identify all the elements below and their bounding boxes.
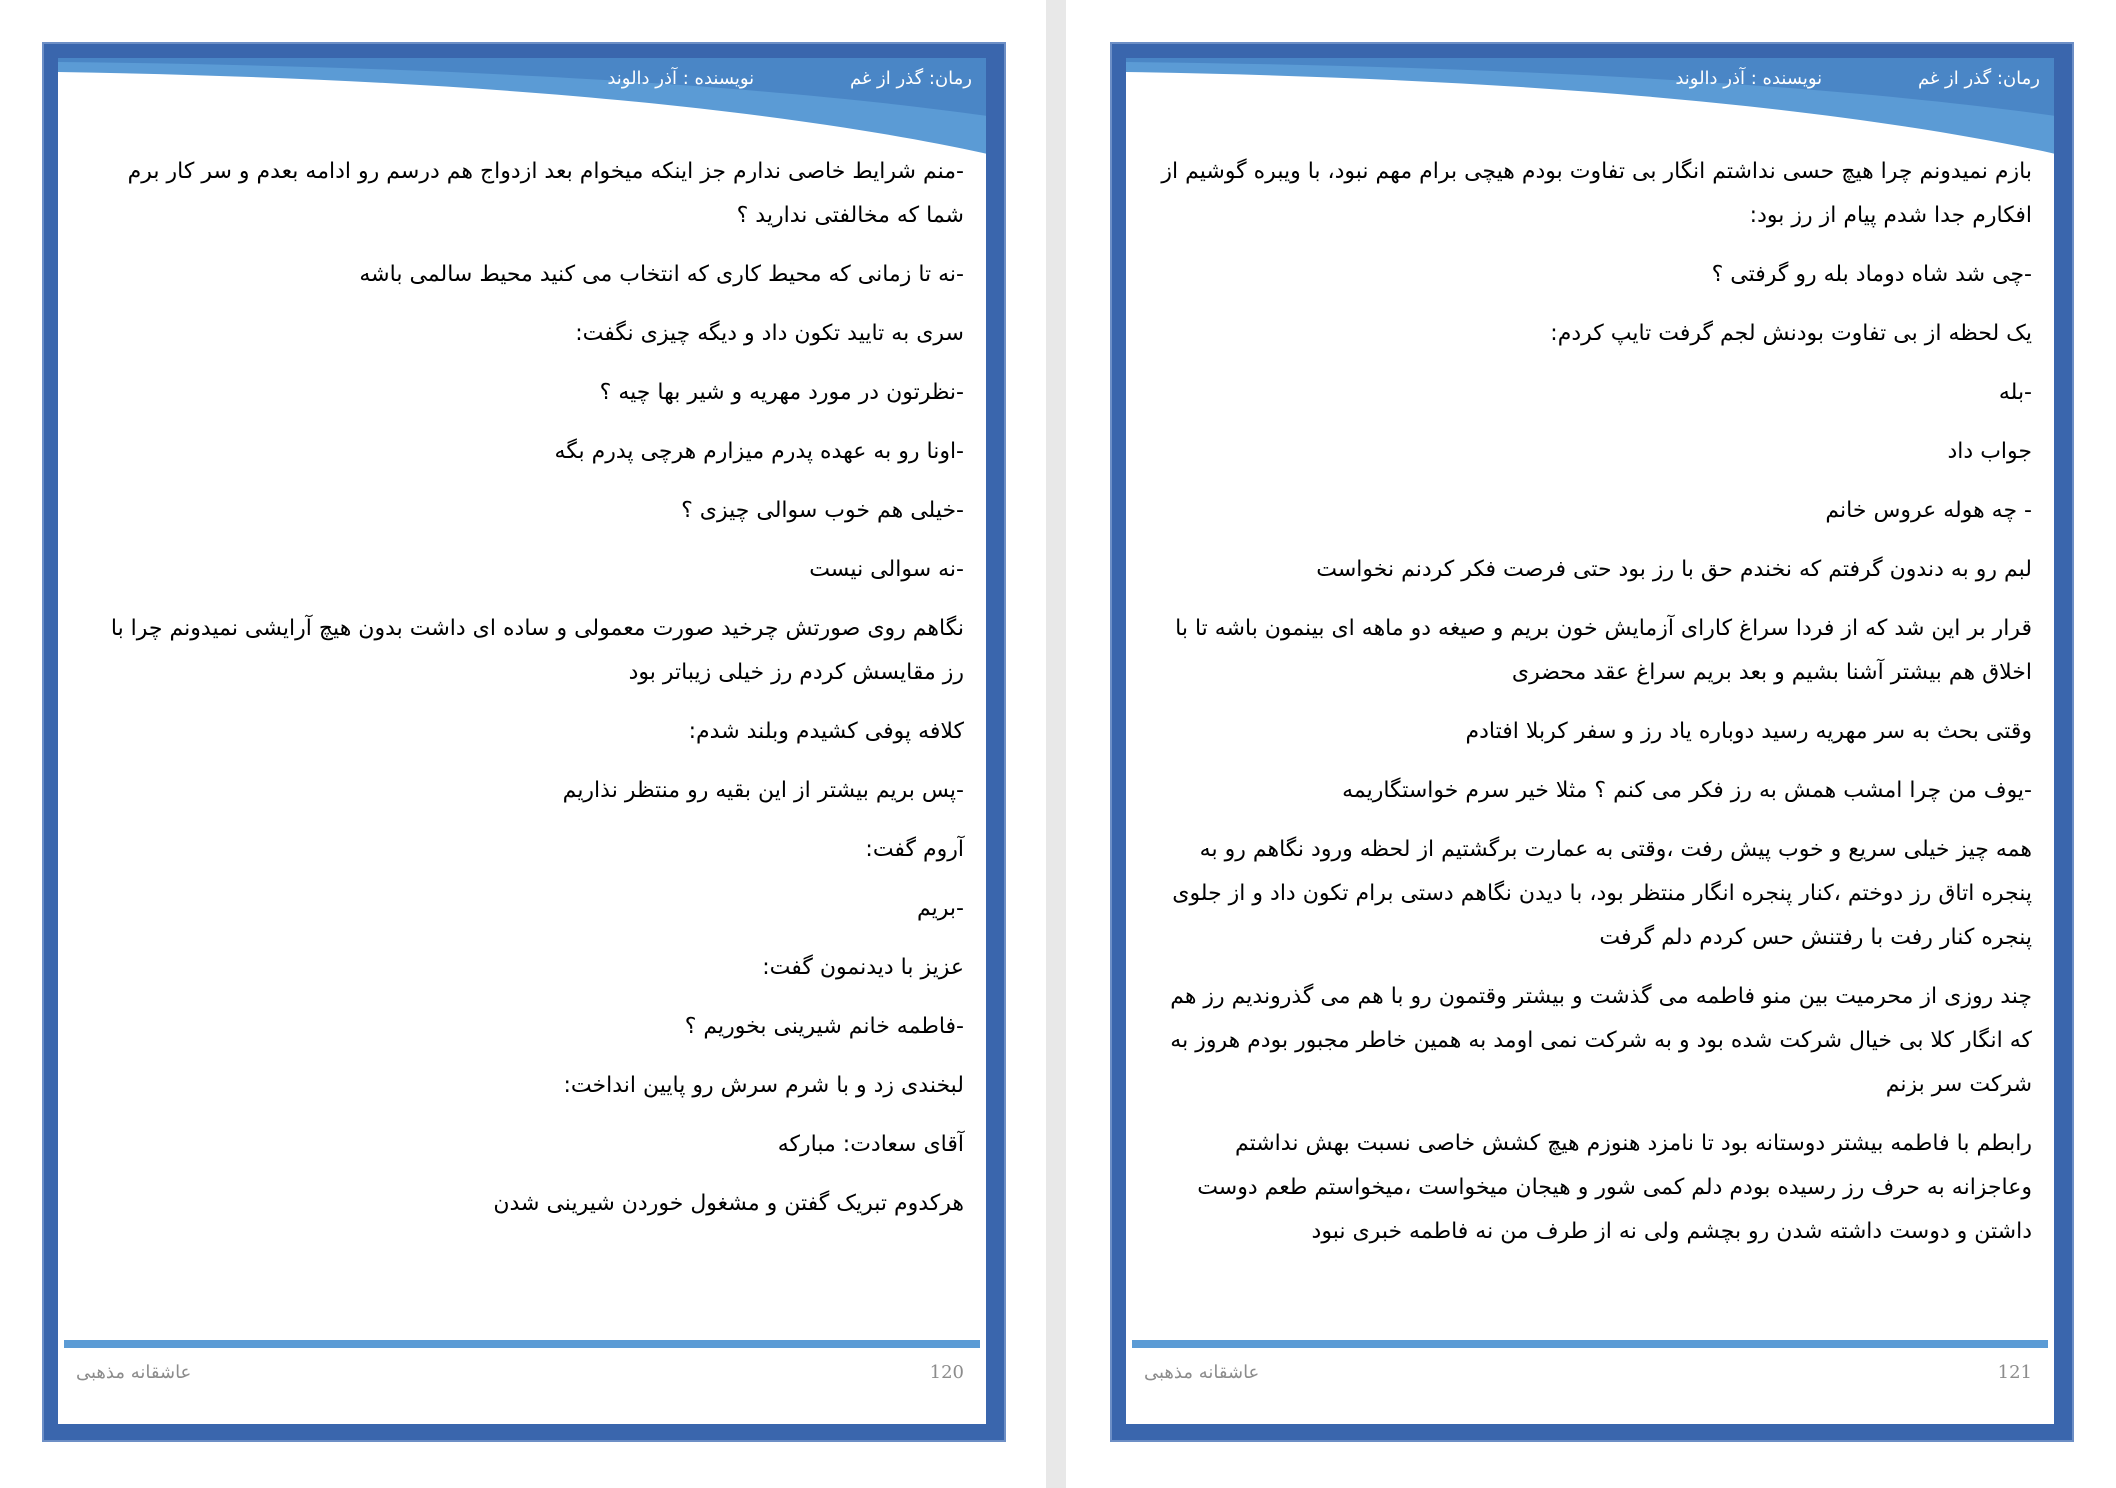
page-body-text — [1154, 150, 2032, 1269]
body-paragraph: قرار بر این شد که از فردا سراغ کارای آزمایش خون بریم و صیغه دو ماهه ای بینمون باشه تا با اخلاق هم بیشتر آشنا بشیم و بعد بریم سراغ عقد محضری — [1175, 616, 2032, 685]
document-page-right — [1066, 0, 2116, 1488]
page-footer — [1144, 1362, 2032, 1386]
page-border-frame — [1110, 42, 2074, 1442]
body-paragraph: -بریم — [917, 896, 964, 921]
page-body-text — [86, 150, 964, 1241]
body-paragraph: آقای سعادت: مبارکه — [777, 1132, 964, 1157]
body-paragraph: -اونا رو به عهده پدرم میزارم هرچی پدرم بگه — [554, 439, 964, 464]
body-paragraph: یک لحظه از بی تفاوت بودنش لجم گرفت تایپ کردم: — [1550, 321, 2032, 346]
body-paragraph: -خیلی هم خوب سوالی چیزی ؟ — [681, 498, 964, 523]
body-paragraph: -بله — [1998, 380, 2032, 405]
footer-site-name: عاشقانه مذهبی — [76, 1362, 192, 1383]
body-paragraph: جواب داد — [1947, 439, 2032, 464]
body-paragraph: عزیز با دیدنمون گفت: — [762, 955, 964, 980]
page-header — [1675, 68, 2040, 89]
body-paragraph: -پس بریم بیشتر از این بقیه رو منتظر نذاریم — [562, 778, 964, 803]
footer-site-name: عاشقانه مذهبی — [1144, 1362, 1260, 1383]
body-paragraph: -یوف من چرا امشب همش به رز فکر می کنم ؟ مثلا خیر سرم خواستگاریمه — [1342, 778, 2032, 803]
body-paragraph: -چی شد شاه دوماد بله رو گرفتی ؟ — [1711, 262, 2032, 287]
body-paragraph: بازم نمیدونم چرا هیچ حسی نداشتم انگار بی تفاوت بودم هیچی برام مهم نبود، با ویبره گوشیم از افکارم جدا شدم پیام از رز بود: — [1161, 159, 2032, 228]
body-paragraph: -منم شرایط خاصی ندارم جز اینکه میخوام بعد ازدواج هم درسم رو ادامه بعدم و سر کار برم شما که مخالفتی ندارید ؟ — [127, 159, 964, 228]
body-paragraph: آروم گفت: — [865, 837, 964, 862]
body-paragraph: رابطم با فاطمه بیشتر دوستانه بود تا نامزد هنوزم هیچ کشش خاصی نسبت بهش نداشتم وعاجزانه به حرف رز رسیده بودم دلم کمی شور و هیجان میخواست ،میخواستم طعم دوست داشتن و دوست داشته شدن رو بچشم ولی نه از طرف من نه فاطمه خبری نبود — [1197, 1131, 2032, 1244]
page-number: 121 — [1997, 1362, 2032, 1383]
body-paragraph: -نه سوالی نیست — [809, 557, 964, 582]
page-footer — [76, 1362, 964, 1386]
body-paragraph: -نه تا زمانی که محیط کاری که انتخاب می کنید محیط سالمی باشه — [359, 262, 964, 287]
footer-rule — [1132, 1340, 2048, 1348]
body-paragraph: کلافه پوفی کشیدم وبلند شدم: — [688, 719, 964, 744]
body-paragraph: چند روزی از محرمیت بین منو فاطمه می گذشت و بیشتر وقتمون رو با هم می گذروندیم رز هم که انگار کلا بی خیال شرکت شده بود و به شرکت نمی اومد به همین خاطر مجبور بودم هروز به شرکت سر بزنم — [1170, 984, 2032, 1097]
page-border-frame — [42, 42, 1006, 1442]
page-header — [607, 68, 972, 89]
body-paragraph: وقتی بحث به سر مهریه رسید دوباره یاد رز و سفر کربلا افتادم — [1465, 719, 2032, 744]
body-paragraph: هرکدوم تبریک گفتن و مشغول خوردن شیرینی شدن — [493, 1191, 964, 1216]
body-paragraph: - چه هوله عروس خانم — [1825, 498, 2032, 523]
body-paragraph: همه چیز خیلی سریع و خوب پیش رفت ،وقتی به عمارت برگشتیم از لحظه ورود نگاهم رو به پنجره اتاق رز دوختم ،کنار پنجره انگار منتظر بود، با دیدن نگاهم دستی برام تکون داد و از جلوی پنجره کنار رفت با رفتنش حس کردم دلم گرفت — [1172, 837, 2032, 950]
body-paragraph: نگاهم روی صورتش چرخید صورت معمولی و ساده ای داشت بدون هیچ آرایشی نمیدونم چرا با رز مقایسش کردم رز خیلی زیباتر بود — [110, 616, 964, 685]
header-author: نویسنده : آذر دالوند — [607, 68, 755, 89]
page-number: 120 — [929, 1362, 964, 1383]
body-paragraph: -نظرتون در مورد مهریه و شیر بها چیه ؟ — [599, 380, 964, 405]
body-paragraph: لبم رو به دندون گرفتم که نخندم حق با رز بود حتی فرصت فکر کردنم نخواست — [1316, 557, 2032, 582]
body-paragraph: سری به تایید تکون داد و دیگه چیزی نگفت: — [575, 321, 964, 346]
footer-rule — [64, 1340, 980, 1348]
header-novel-title: رمان: گذر از غم — [1917, 68, 2040, 89]
header-novel-title: رمان: گذر از غم — [849, 68, 972, 89]
body-paragraph: لبخندی زد و با شرم سرش رو پایین انداخت: — [563, 1073, 964, 1098]
body-paragraph: -فاطمه خانم شیرینی بخوریم ؟ — [684, 1014, 964, 1039]
page-content-area — [1126, 58, 2054, 1424]
page-content-area — [58, 58, 986, 1424]
header-author: نویسنده : آذر دالوند — [1675, 68, 1823, 89]
document-page-left — [0, 0, 1046, 1488]
